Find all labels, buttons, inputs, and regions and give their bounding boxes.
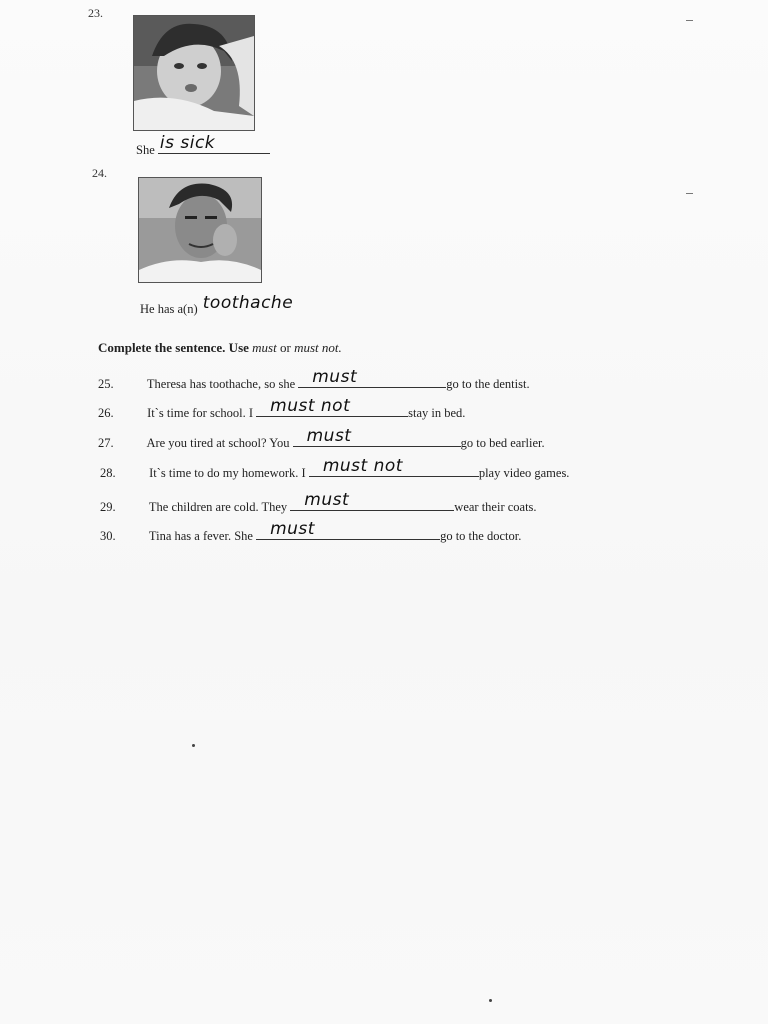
sentence-number: 29. bbox=[100, 500, 116, 514]
sentence-after: stay in bed. bbox=[408, 406, 466, 420]
sentence-before: It`s time to do my homework. I bbox=[149, 466, 306, 480]
instructions bbox=[98, 340, 342, 356]
question-23-number: 23. bbox=[88, 6, 103, 20]
answer-blank bbox=[290, 490, 454, 511]
scan-speck bbox=[192, 744, 195, 747]
question-23-sentence bbox=[136, 133, 270, 158]
question-24-sentence bbox=[140, 293, 309, 317]
sentence-after: go to bed earlier. bbox=[460, 436, 545, 450]
instructions-lead: Complete the sentence. Use bbox=[98, 340, 249, 355]
question-24-number: 24. bbox=[92, 166, 107, 180]
instructions-or: or bbox=[279, 340, 291, 355]
sentence-before: Theresa has toothache, so she bbox=[146, 377, 296, 391]
sentence-number: 26. bbox=[98, 406, 114, 420]
sentence-number: 28. bbox=[100, 466, 116, 480]
sentence-25 bbox=[98, 367, 530, 392]
question-24-prefix: He has a(n) bbox=[140, 302, 198, 316]
answer-blank bbox=[309, 456, 479, 477]
sentence-after: go to the doctor. bbox=[440, 529, 522, 543]
sentence-30 bbox=[100, 519, 522, 544]
sentence-after: play video games. bbox=[478, 466, 570, 480]
sentence-before: Are you tired at school? You bbox=[146, 436, 290, 450]
scan-speck bbox=[489, 999, 492, 1002]
scan-mark bbox=[686, 20, 693, 21]
sick-girl-photo bbox=[133, 15, 255, 131]
toothache-boy-photo bbox=[138, 177, 262, 283]
handwritten-answer: must bbox=[304, 490, 350, 510]
sentence-before: It`s time for school. I bbox=[147, 406, 254, 420]
question-24-blank bbox=[201, 293, 309, 313]
handwritten-answer: must not bbox=[270, 396, 351, 416]
sentence-after: go to the dentist. bbox=[446, 377, 530, 391]
scan-mark bbox=[686, 193, 693, 194]
instructions-word-must-not: must not. bbox=[294, 340, 342, 355]
answer-blank bbox=[256, 519, 440, 540]
handwritten-answer: must bbox=[312, 367, 358, 387]
handwritten-answer: must bbox=[306, 426, 352, 446]
sentence-number: 25. bbox=[98, 377, 114, 391]
sentence-26 bbox=[98, 396, 466, 421]
sentence-before: Tina has a fever. She bbox=[148, 529, 253, 543]
sentence-before: The children are cold. They bbox=[148, 500, 288, 514]
answer-blank bbox=[298, 367, 446, 388]
instructions-word-must: must bbox=[252, 340, 277, 355]
sentence-27 bbox=[98, 426, 545, 451]
handwritten-answer: must bbox=[270, 519, 315, 539]
answer-blank bbox=[256, 396, 408, 417]
question-23-blank bbox=[158, 133, 270, 154]
question-23-answer: is sick bbox=[159, 133, 216, 153]
question-23-prefix: She bbox=[136, 143, 155, 157]
sentence-after: wear their coats. bbox=[454, 500, 537, 514]
handwritten-answer: must not bbox=[322, 456, 403, 476]
sentence-number: 30. bbox=[100, 529, 116, 543]
sentence-number: 27. bbox=[98, 436, 114, 450]
answer-blank bbox=[293, 426, 461, 447]
sentence-28 bbox=[100, 456, 570, 481]
question-24-answer: toothache bbox=[202, 293, 294, 313]
sentence-29 bbox=[100, 490, 537, 515]
